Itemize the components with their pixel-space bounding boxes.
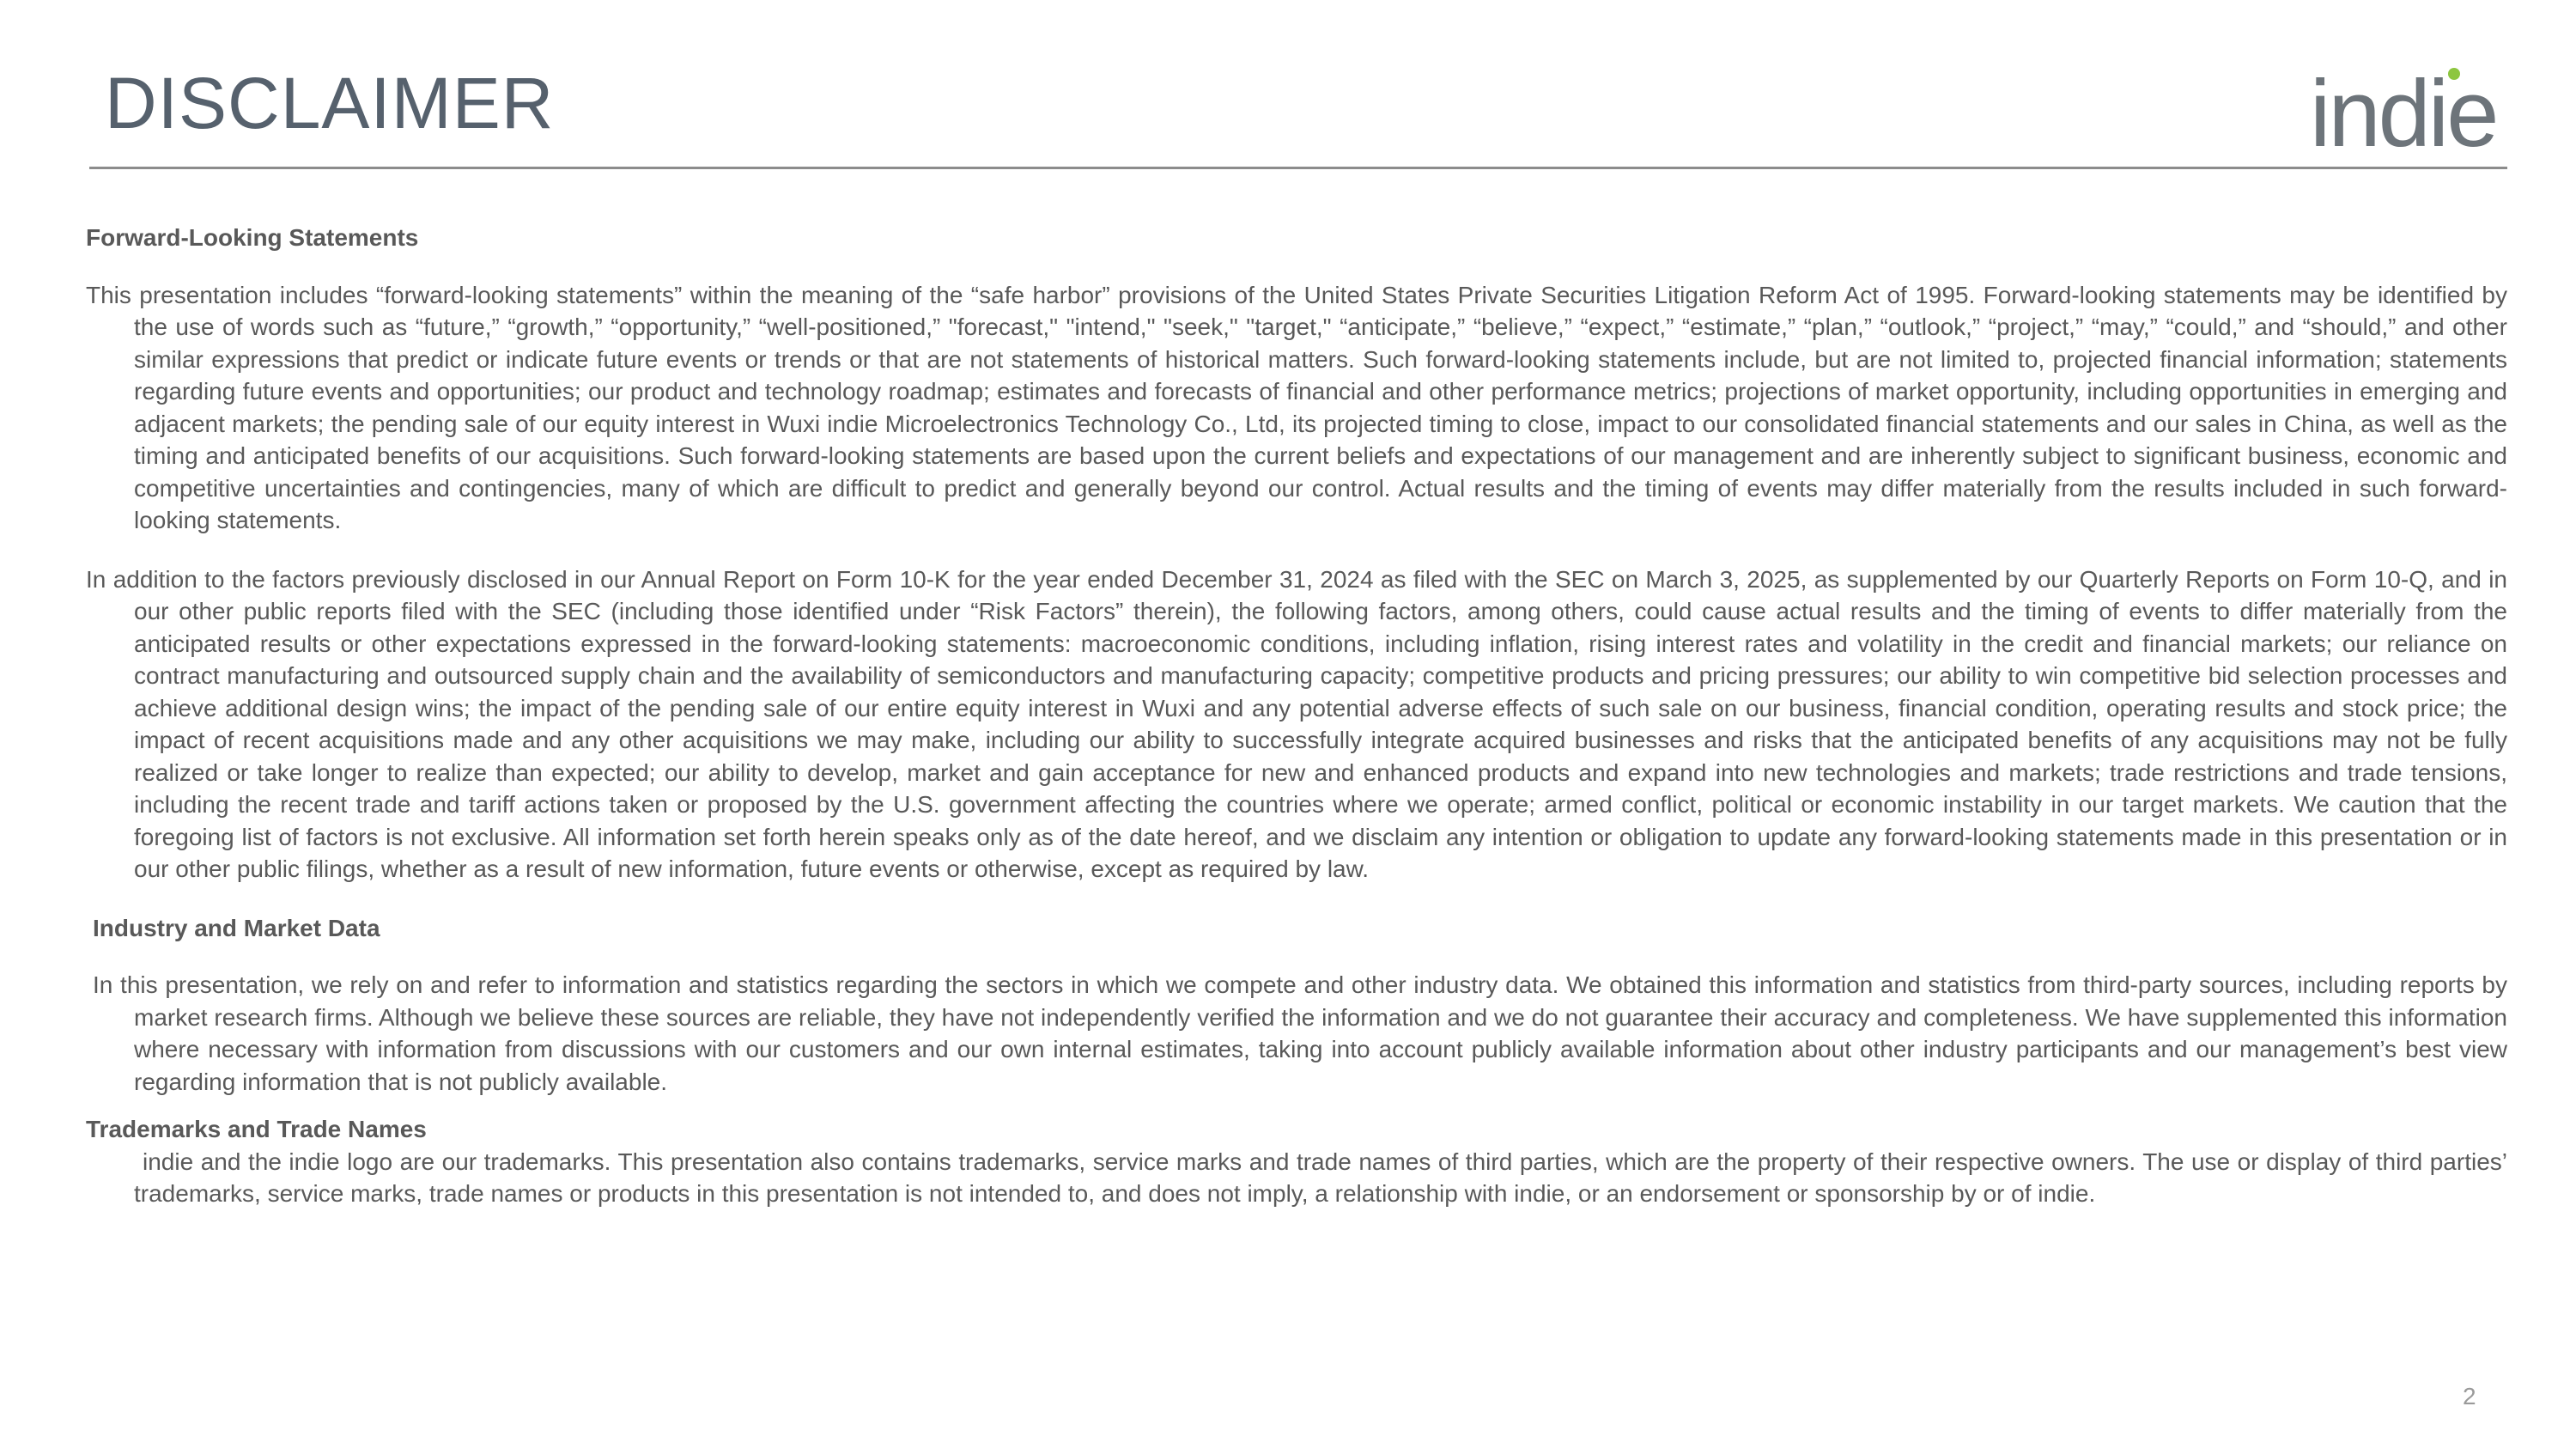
- page-number: 2: [2463, 1383, 2476, 1409]
- section-heading-trademarks: Trademarks and Trade Names: [86, 1116, 427, 1142]
- svg-text:indie: indie: [2310, 62, 2497, 156]
- indie-logo: [2310, 62, 2507, 156]
- section-heading-forward-looking: Forward-Looking Statements: [86, 224, 419, 251]
- forward-looking-paragraph-2: In addition to the factors previously disclosed in our Annual Report on Form 10-K for the year ended December 31, 2024 as filed with the SEC on March 3, 2025, as supplemented by our Quarterly Reports on Form 10-Q, and in our other public reports filed with the SEC (including those identified under “Risk Factors” therein), the following factors, among others, could cause actual results and the timing of events to differ materially from the anticipated results or other expectations expressed in the forward-looking statements: macroeconomic conditions, including inflation, rising interest rates and volatility in the credit and financial markets; our reliance on contract manufacturing and outsourced supply chain and the availability of semiconductors and manufacturing capacity; competitive products and pricing pressures; our ability to win competitive bid selection processes and achieve additional design wins; the impact of the pending sale of our entire equity interest in Wuxi and any potential adverse effects of such sale on our business, financial condition, operating results and stock price; the impact of recent acquisitions made and any other acquisitions we may make, including our ability to successfully integrate acquired businesses and risks that the anticipated benefits of any acquisitions may not be fully realized or take longer to realize than expected; our ability to develop, market and gain acceptance for new and enhanced products and expand into new technologies and markets; trade restrictions and trade tensions, including the recent trade and tariff actions taken or proposed by the U.S. government affecting the countries where we operate; armed conflict, political or economic instability in our target markets. We caution that the foregoing list of factors is not exclusive. All information set forth herein speaks only as of the date hereof, and we disclaim any intention or obligation to update any forward-looking statements made in this presentation or in our other public filings, whether as a result of new information, future events or otherwise, except as required by law.: [86, 565, 2507, 882]
- title-divider: [89, 167, 2507, 169]
- industry-paragraph: In this presentation, we rely on and refer to information and statistics regarding the sectors in which we compete and other industry data. We obtained this information and statistics from third-party sources, including reports by market research firms. Although we believe these sources are reliable, they have not independently verified the information and we do not guarantee their accuracy and completeness. We have supplemented this information where necessary with information from discussions with our customers and our own internal estimates, taking into account publicly available information about other industry participants and our management’s best view regarding information that is not publicly available.: [93, 971, 2507, 1095]
- section-heading-industry: Industry and Market Data: [93, 914, 380, 941]
- forward-looking-paragraph-1: This presentation includes “forward-looking statements” within the meaning of the “safe harbor” provisions of the United States Private Securities Litigation Reform Act of 1995. Forward-looking statements may be identified by the use of words such as “future,” “growth,” “opportunity,” “well-positioned,” "forecast," "intend," "seek," "target," “anticipate,” “believe,” “expect,” “estimate,” “plan,” “outlook,” “project,” “may,” “could,” and “should,” and other similar expressions that predict or indicate future events or trends or that are not statements of historical matters. Such forward-looking statements include, but are not limited to, projected financial information; statements regarding future events and opportunities; our product and technology roadmap; estimates and forecasts of financial and other performance metrics; projections of market opportunity, including opportunities in emerging and adjacent markets; the pending sale of our equity interest in Wuxi indie Microelectronics Technology Co., Ltd, its projected timing to close, impact to our consolidated financial statements and our sales in China, as well as the timing and anticipated benefits of our acquisitions. Such forward-looking statements are based upon the current beliefs and expectations of our management and are inherently subject to significant business, economic and competitive uncertainties and contingencies, many of which are difficult to predict and generally beyond our control. Actual results and the timing of events may differ materially from the results included in such forward-looking statements.: [86, 281, 2507, 533]
- disclaimer-body: [86, 222, 2507, 1210]
- page-title: DISCLAIMER: [105, 63, 555, 143]
- trademarks-paragraph: indie and the indie logo are our trademarks. This presentation also contains trademarks, service marks and trade names of third parties, which are the property of their respective owners. The use or display of third parties’ trademarks, service marks, trade names or products in this presentation is not intended to, and does not imply, a relationship with indie, or an endorsement or sponsorship by or of indie.: [134, 1148, 2507, 1207]
